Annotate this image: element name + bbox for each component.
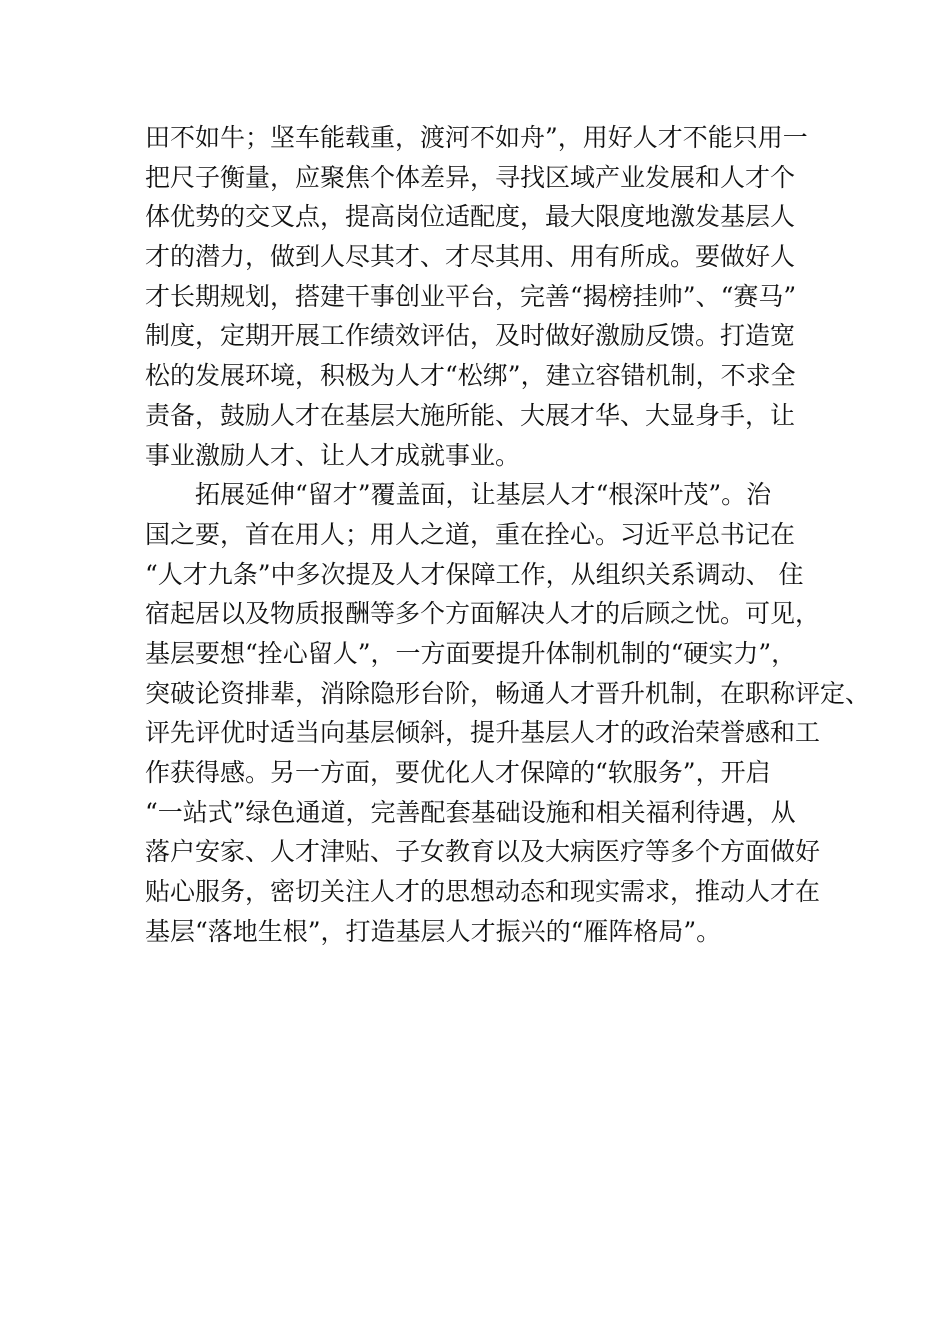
text-line: 才的潜力，做到人尽其才、才尽其用、用有所成。要做好人: [145, 242, 796, 272]
text-line: 把尺子衡量，应聚焦个体差异，寻找区域产业发展和人才个: [145, 162, 796, 192]
text-line: 事业激励人才、让人才成就事业。: [145, 440, 521, 470]
text-line-indented: 拓展延伸“留才”覆盖面，让基层人才“根深叶茂”。治: [195, 480, 772, 510]
text-line: 贴心服务，密切关注人才的思想动态和现实需求，推动人才在: [145, 877, 821, 907]
text-line: 评先评优时适当向基层倾斜，提升基层人才的政治荣誉感和工: [145, 718, 821, 748]
text-line: 基层要想“拴心留人”，一方面要提升体制机制的“硬实力”，: [145, 638, 797, 668]
text-line: 作获得感。另一方面，要优化人才保障的“软服务”，开启: [145, 758, 771, 787]
document-body: [145, 118, 871, 951]
text-line: “人才九条”中多次提及人才保障工作，从组织关系调动、 住: [145, 559, 804, 589]
text-line: 突破论资排辈，消除隐形台阶，畅通人才晋升机制，在职称评定、: [145, 678, 871, 708]
paragraph-2: [145, 475, 871, 951]
text-line: 责备，鼓励人才在基层大施所能、大展才华、大显身手，让: [145, 400, 796, 430]
text-line: 基层“落地生根”，打造基层人才振兴的“雁阵格局”。: [145, 916, 722, 946]
text-line: 田不如牛；坚车能载重，渡河不如舟”，用好人才不能只用一: [145, 123, 808, 152]
text-line: 才长期规划，搭建干事创业平台，完善“揭榜挂帅”、“赛马”: [145, 281, 797, 311]
text-line: 制度，定期开展工作绩效评估，及时做好激励反馈。打造宽: [145, 321, 796, 351]
paragraph-1: [145, 118, 845, 475]
text-line: 松的发展环境，积极为人才“松绑”，建立容错机制，不求全: [145, 361, 796, 391]
text-line: 体优势的交叉点，提高岗位适配度，最大限度地激发基层人: [145, 202, 796, 232]
text-line: “一站式”绿色通道，完善配套基础设施和相关福利待遇，从: [145, 797, 796, 827]
text-line: 落户安家、人才津贴、子女教育以及大病医疗等多个方面做好: [145, 837, 821, 867]
text-line: 国之要，首在用人；用人之道，重在拴心。习近平总书记在: [145, 519, 796, 549]
text-line: 宿起居以及物质报酬等多个方面解决人才的后顾之忧。可见，: [145, 599, 821, 629]
